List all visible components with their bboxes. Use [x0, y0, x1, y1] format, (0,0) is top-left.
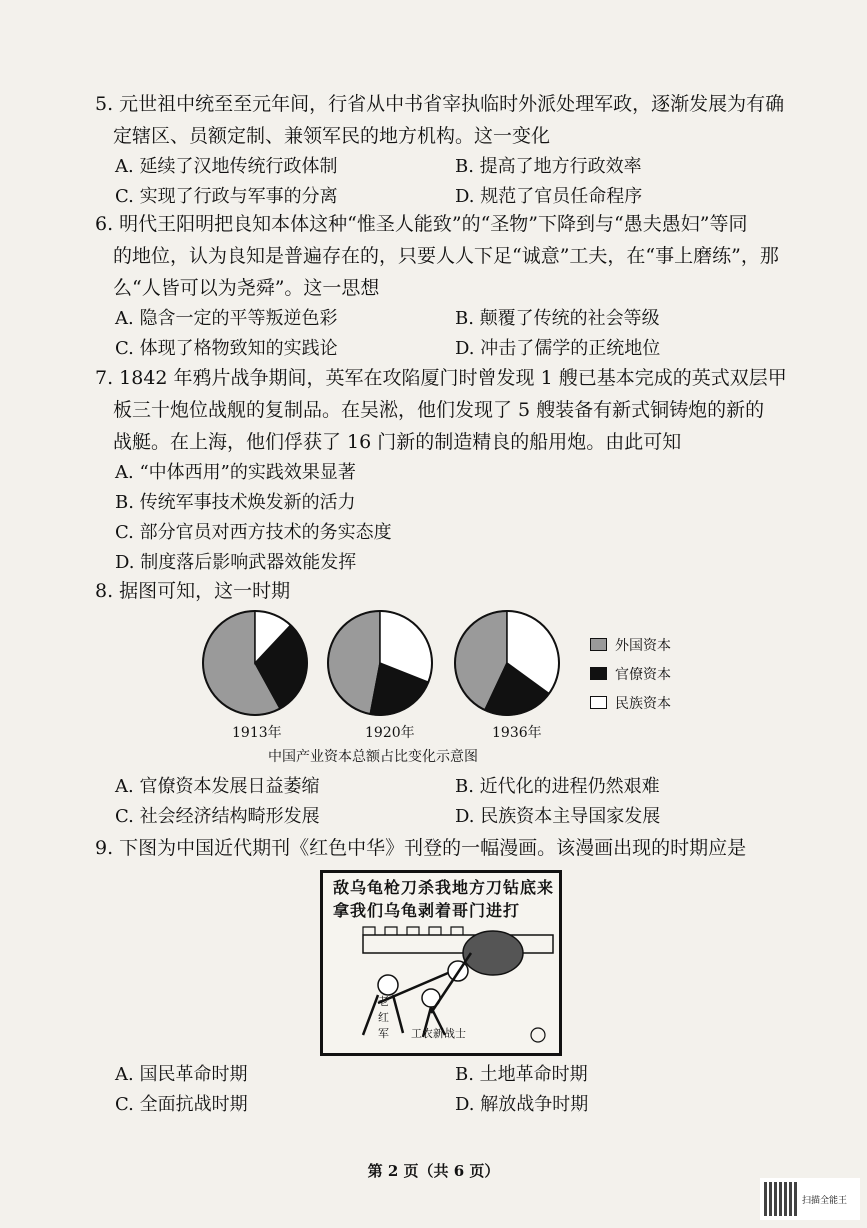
legend-label-national: 民族资本: [615, 695, 671, 712]
q8-option-a[interactable]: A. 官僚资本发展日益萎缩: [115, 776, 320, 797]
legend-item-bureaucratic: [590, 659, 671, 688]
q5-option-b[interactable]: B. 提高了地方行政效率: [455, 156, 642, 177]
chart-caption: 中国产业资本总额占比变化示意图: [268, 749, 478, 765]
cartoon-title: 敌乌龟枪刀杀我地方刀钻底来拿我们乌龟剥着哥门进打: [333, 878, 555, 920]
q6-option-b[interactable]: B. 颠覆了传统的社会等级: [455, 308, 660, 329]
q7-stem-line3: 战艇。在上海，他们俘获了 16 门新的制造精良的船用炮。由此可知: [113, 431, 682, 453]
question-8-options: [95, 772, 795, 832]
question-8: [95, 575, 795, 607]
legend-item-national: [590, 688, 671, 717]
legend-item-foreign: [590, 630, 671, 659]
q9-option-c[interactable]: C. 全面抗战时期: [115, 1094, 248, 1115]
q5-stem-line2: 定辖区、员额定制、兼领军民的地方机构。这一变化: [113, 125, 551, 147]
scanner-watermark: [760, 1178, 860, 1220]
q5-option-a[interactable]: A. 延续了汉地传统行政体制: [115, 156, 338, 177]
question-9: [95, 832, 795, 864]
legend-swatch-national: [590, 696, 607, 709]
legend-swatch-bureaucratic: [590, 667, 607, 680]
q6-stem-line2: 的地位，认为良知是普遍存在的，只要人人下足“诚意”工夫，在“事上磨练”，那: [113, 245, 779, 267]
legend-swatch-foreign: [590, 638, 607, 651]
q8-option-b[interactable]: B. 近代化的进程仍然艰难: [455, 776, 660, 797]
pie-year-1936: 1936年: [492, 725, 542, 741]
q6-stem-line1: 6. 明代王阳明把良知本体这种“惟圣人能致”的“圣物”下降到与“愚夫愚妇”等同: [95, 213, 748, 235]
q9-option-d[interactable]: D. 解放战争时期: [455, 1094, 589, 1115]
qr-code-icon: [764, 1182, 798, 1216]
page-footer: 第 2 页（共 6 页）: [367, 1162, 500, 1180]
q7-option-d[interactable]: D. 制度落后影响武器效能发挥: [115, 552, 357, 573]
q9-stem: 9. 下图为中国近代期刊《红色中华》刊登的一幅漫画。该漫画出现的时期应是: [95, 837, 747, 859]
question-9-options: [95, 1060, 795, 1120]
q7-option-c[interactable]: C. 部分官员对西方技术的务实态度: [115, 522, 392, 543]
q6-stem-line3: 么“人皆可以为尧舜”。这一思想: [113, 277, 380, 299]
pie-year-1920: 1920年: [365, 725, 415, 741]
q7-option-a[interactable]: A. “中体西用”的实践效果显著: [115, 462, 356, 483]
q6-option-a[interactable]: A. 隐含一定的平等叛逆色彩: [115, 308, 338, 329]
question-5: [95, 88, 795, 212]
pie-slice-1920-foreign: [328, 611, 380, 714]
q5-option-c[interactable]: C. 实现了行政与军事的分离: [115, 186, 338, 207]
legend-label-foreign: 外国资本: [615, 637, 671, 654]
q8-option-d[interactable]: D. 民族资本主导国家发展: [455, 806, 661, 827]
pie-year-1913: 1913年: [232, 725, 282, 741]
question-7: [95, 362, 795, 578]
q9-option-a[interactable]: A. 国民革命时期: [115, 1064, 248, 1085]
legend-label-bureaucratic: 官僚资本: [615, 666, 671, 683]
pie-legend: [590, 630, 671, 717]
q7-stem-line2: 板三十炮位战舰的复制品。在吴淞，他们发现了 5 艘装备有新式铜铸炮的新的: [113, 399, 765, 421]
q8-option-c[interactable]: C. 社会经济结构畸形发展: [115, 806, 320, 827]
question-6: [95, 208, 795, 364]
cartoon-label-veteran: 老红军: [378, 995, 389, 1040]
q8-stem: 8. 据图可知，这一时期: [95, 580, 291, 602]
q5-option-d[interactable]: D. 规范了官员任命程序: [455, 186, 643, 207]
q5-stem-line1: 5. 元世祖中统至至元年间，行省从中书省宰执临时外派处理军政，逐渐发展为有确: [95, 93, 785, 115]
q7-option-b[interactable]: B. 传统军事技术焕发新的活力: [115, 492, 356, 513]
cartoon-label-new-soldier: 工农新战士: [411, 1027, 466, 1040]
q6-option-d[interactable]: D. 冲击了儒学的正统地位: [455, 338, 661, 359]
q9-option-b[interactable]: B. 土地革命时期: [455, 1064, 588, 1085]
q7-stem-line1: 7. 1842 年鸦片战争期间，英军在攻陷厦门时曾发现 1 艘已基本完成的英式双层甲: [95, 367, 787, 389]
q6-option-c[interactable]: C. 体现了格物致知的实践论: [115, 338, 338, 359]
watermark-text: 扫描全能王: [802, 1195, 848, 1206]
red-china-cartoon: [320, 870, 562, 1056]
